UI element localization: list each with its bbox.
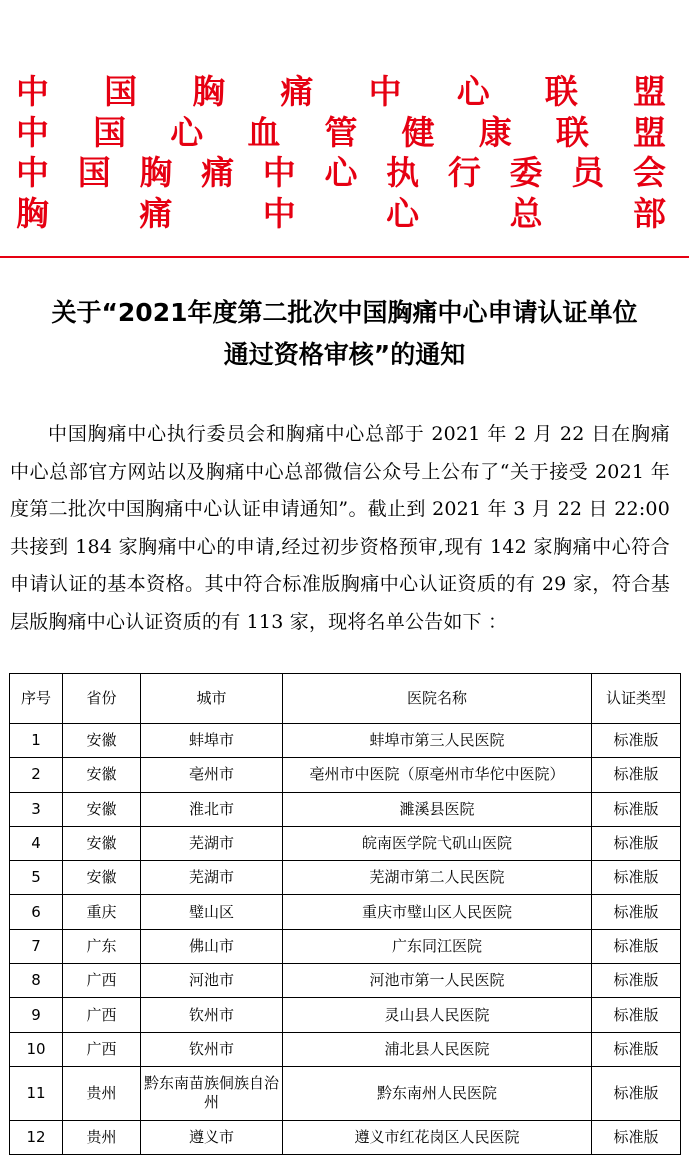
- cell-hospital: 重庆市璧山区人民医院: [283, 895, 592, 929]
- table-row: [10, 895, 681, 929]
- cell-province: 广西: [63, 964, 141, 998]
- cell-no: 12: [10, 1120, 63, 1154]
- org-line-china-cardiovascular-health-alliance: [16, 113, 666, 154]
- org-char: 国: [77, 153, 111, 192]
- org-char: 胸: [139, 153, 173, 192]
- org-char: 联: [544, 72, 578, 111]
- notice-title: [0, 292, 689, 376]
- org-char: 管: [324, 112, 358, 152]
- cell-city: 璧山区: [141, 895, 283, 929]
- cell-no: 3: [10, 792, 63, 826]
- cell-type: 标准版: [592, 1066, 681, 1120]
- org-char: 胸: [192, 72, 226, 111]
- org-char: 中: [16, 72, 49, 111]
- cell-city: 佛山市: [141, 929, 283, 963]
- cell-type: 标准版: [592, 929, 681, 963]
- org-char: 痛: [139, 193, 173, 233]
- table-row: [10, 758, 681, 792]
- cell-hospital: 黔东南州人民医院: [283, 1066, 592, 1120]
- header-no: 序号: [10, 674, 63, 724]
- cell-type: 标准版: [592, 998, 681, 1032]
- org-char: 健: [401, 112, 435, 152]
- cell-hospital: 浦北县人民医院: [283, 1032, 592, 1066]
- org-char: 痛: [280, 72, 314, 111]
- table-row: [10, 929, 681, 963]
- cell-city: 钦州市: [141, 1032, 283, 1066]
- cell-hospital: 灵山县人民医院: [283, 998, 592, 1032]
- cell-no: 10: [10, 1032, 63, 1066]
- org-line-china-chest-pain-alliance: [16, 72, 666, 113]
- cell-hospital: 广东同江医院: [283, 929, 592, 963]
- cell-no: 1: [10, 724, 63, 758]
- cell-province: 安徽: [63, 826, 141, 860]
- cell-province: 贵州: [63, 1120, 141, 1154]
- org-char: 员: [571, 153, 605, 192]
- cell-city: 黔东南苗族侗族自治州: [141, 1066, 283, 1120]
- cell-type: 标准版: [592, 964, 681, 998]
- cell-hospital: 濉溪县医院: [283, 792, 592, 826]
- org-char: 中: [368, 72, 402, 111]
- cell-no: 5: [10, 861, 63, 895]
- cell-type: 标准版: [592, 1032, 681, 1066]
- table-row: [10, 1066, 681, 1120]
- org-line-headquarters: [16, 194, 666, 235]
- header-hospital: 医院名称: [283, 674, 592, 724]
- org-char: 联: [555, 112, 589, 152]
- cell-hospital: 皖南医学院弋矶山医院: [283, 826, 592, 860]
- table-row: [10, 1120, 681, 1154]
- cell-hospital: 芜湖市第二人民医院: [283, 861, 592, 895]
- cell-city: 淮北市: [141, 792, 283, 826]
- cell-hospital: 河池市第一人民医院: [283, 964, 592, 998]
- cell-type: 标准版: [592, 1120, 681, 1154]
- org-char: 胸: [16, 193, 49, 233]
- table-body: [10, 724, 681, 1155]
- org-char: 会: [632, 153, 666, 192]
- cell-no: 6: [10, 895, 63, 929]
- red-divider: [0, 256, 689, 258]
- table-row: [10, 792, 681, 826]
- table-header-row: [10, 674, 681, 724]
- cell-no: 4: [10, 826, 63, 860]
- org-char: 行: [447, 153, 481, 192]
- org-line-executive-committee: [16, 153, 666, 194]
- cell-city: 河池市: [141, 964, 283, 998]
- org-char: 心: [456, 72, 490, 111]
- org-char: 国: [93, 112, 127, 152]
- cell-city: 蚌埠市: [141, 724, 283, 758]
- org-char: 委: [509, 153, 543, 192]
- org-char: 部: [632, 193, 666, 233]
- cell-province: 安徽: [63, 861, 141, 895]
- header-city: 城市: [141, 674, 283, 724]
- org-char: 盟: [632, 72, 666, 111]
- cell-no: 2: [10, 758, 63, 792]
- cell-hospital: 亳州市中医院（原亳州市华佗中医院）: [283, 758, 592, 792]
- cell-no: 9: [10, 998, 63, 1032]
- header-type: 认证类型: [592, 674, 681, 724]
- cell-city: 遵义市: [141, 1120, 283, 1154]
- table-row: [10, 724, 681, 758]
- cell-city: 芜湖市: [141, 861, 283, 895]
- cell-no: 7: [10, 929, 63, 963]
- org-char: 中: [262, 193, 296, 233]
- org-char: 盟: [633, 112, 666, 152]
- cell-city: 亳州市: [141, 758, 283, 792]
- cell-province: 广西: [63, 1032, 141, 1066]
- cell-type: 标准版: [592, 895, 681, 929]
- table-row: [10, 826, 681, 860]
- org-char: 执: [386, 153, 420, 192]
- cell-province: 贵州: [63, 1066, 141, 1120]
- org-char: 康: [478, 112, 512, 152]
- notice-title-line-2: 通过资格审核”的通知: [223, 340, 466, 369]
- cell-hospital: 蚌埠市第三人民医院: [283, 724, 592, 758]
- org-char: 心: [170, 112, 204, 152]
- cell-province: 广西: [63, 998, 141, 1032]
- org-char: 心: [324, 153, 358, 192]
- org-char: 心: [386, 193, 420, 233]
- cell-province: 安徽: [63, 758, 141, 792]
- hospital-table: [9, 673, 681, 1155]
- org-char: 中: [262, 153, 296, 192]
- cell-hospital: 遵义市红花岗区人民医院: [283, 1120, 592, 1154]
- cell-province: 安徽: [63, 792, 141, 826]
- cell-no: 11: [10, 1066, 63, 1120]
- table-row: [10, 964, 681, 998]
- org-char: 血: [247, 112, 281, 152]
- org-char: 国: [104, 72, 138, 111]
- header-province: 省份: [63, 674, 141, 724]
- table-row: [10, 861, 681, 895]
- cell-province: 安徽: [63, 724, 141, 758]
- org-char: 痛: [201, 153, 235, 192]
- cell-province: 重庆: [63, 895, 141, 929]
- table-row: [10, 1032, 681, 1066]
- cell-type: 标准版: [592, 826, 681, 860]
- notice-body: 中国胸痛中心执行委员会和胸痛中心总部于 2021 年 2 月 22 日在胸痛中心总部官方网站以及胸痛中心总部微信公众号上公布了“关于接受 2021 年度第二批次中国胸痛中心认证申请通知”。截止到 2021 年 3 月 22 日 22:00 共接到 184 家胸痛中心的申请,经过初步资格预审,现有 142 家胸痛中心符合申请认证的基本资格。其中符合标准版胸痛中心认证资质的有 29 家，符合基层版胸痛中心认证资质的有 113 家，现将名单公告如下 ：: [10, 423, 670, 633]
- table-row: [10, 998, 681, 1032]
- cell-no: 8: [10, 964, 63, 998]
- cell-city: 芜湖市: [141, 826, 283, 860]
- cell-type: 标准版: [592, 758, 681, 792]
- org-char: 中: [16, 153, 49, 192]
- org-char: 总: [509, 193, 543, 233]
- notice-title-line-1: 关于“2021年度第二批次中国胸痛中心申请认证单位: [51, 298, 638, 327]
- letterhead: [16, 72, 666, 234]
- cell-city: 钦州市: [141, 998, 283, 1032]
- org-char: 中: [16, 112, 49, 152]
- cell-type: 标准版: [592, 861, 681, 895]
- cell-type: 标准版: [592, 724, 681, 758]
- cell-type: 标准版: [592, 792, 681, 826]
- cell-province: 广东: [63, 929, 141, 963]
